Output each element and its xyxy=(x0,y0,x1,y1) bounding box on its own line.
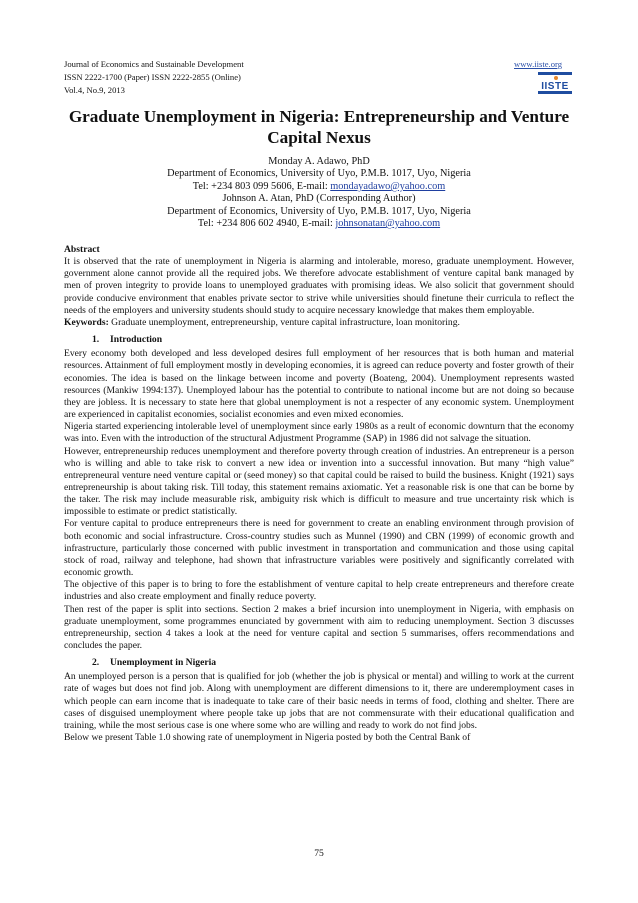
section-1-paragraph: Nigeria started experiencing intolerable level of unemployment since early 1980s as a reult of economic downturn that the economy was into. Even with the introduction of the structural Adjustment Programme (SAP) in 1986 did not salvage the situation. xyxy=(64,421,574,445)
section-1-paragraph: For venture capital to produce entrepreneurs there is need for government to create an enabling environment through provision of both economic and social infrastructure. Cross-country studies such as Munnel (1990) and CBN (1999) of economic growth and infrastructure, particularly those concerned with public investment in transportation and communication and those using capital stock of road, railway and telephone, had shown that infrastructure variables were positively and significantly correlated with economic growth. xyxy=(64,518,574,579)
issn-line: ISSN 2222-1700 (Paper) ISSN 2222-2855 (Online) xyxy=(64,72,241,82)
section-2-paragraph: Below we present Table 1.0 showing rate of unemployment in Nigeria posted by both the Central Bank of xyxy=(64,732,471,744)
running-header xyxy=(64,58,574,97)
section-1-paragraph: Every economy both developed and less developed desires full employment of her resources that is both human and material resources. Attainment of full employment mostly in developing economies, it is agreed can reduce poverty and foster growth of their economies. The idea is based on the linkage between income and poverty (Boateng, 2004). Unemployment represents wasted resources (Mankiw 1994:137). Unemployed labour has the potential to contribute to national income but are not doing so because they are jobless. It is necessary to state here that global unemployment is not a respecter of any economic system. Unemployment are experienced in capitalist economies, socialist economies and even mixed economies. xyxy=(64,348,574,421)
author-2-name: Johnson A. Atan, PhD (Corresponding Author) xyxy=(222,193,416,205)
section-1-paragraph: However, entrepreneurship reduces unemployment and therefore poverty through creation of industries. An entrepreneur is a person who is willing and able to take risk to convert a new idea or invention into a successful innovation. But many “high value” entrepreneural venture need venture capital or (seed money) so that capital could be raised to build the business. Knight (1921) says entrepreneurship is about taking risk. Till today, this statement remains axiomatic. Yet a reasonable risk is one that can be borne by the taker. The risk may include measurable risk, ambiguity risk which is difficult to measure and true uncertainty risk which is impossible to estimate or predict statistically. xyxy=(64,445,574,518)
section-1-paragraph: Then rest of the paper is split into sections. Section 2 makes a brief incursion into unemployment in Nigeria, with emphasis on graduate unemployment, some programmes enunciated by government with aim to reducing unemployment. Section 3 discusses entrepreneurship, section 4 takes a look at the need for venture capital and section 5 summarises, offers recommendations and concludes the paper. xyxy=(64,603,574,651)
author-2-email-link[interactable]: johnsonatan@yahoo.com xyxy=(335,218,441,230)
page-number: 75 xyxy=(314,848,324,859)
author-1-affiliation: Department of Economics, University of Uyo, P.M.B. 1017, Uyo, Nigeria xyxy=(167,168,471,180)
logo-text: IISTE xyxy=(541,81,569,92)
keywords-line xyxy=(64,317,574,329)
section-2-paragraph: An unemployed person is a person that is qualified for job (whether the job is physical or mental) and willing to work at the current rate of wages but does not find job. Along with unemployment are different dimensions to it, there are underemployment cases in which people can earn income that is inadequate to take care of their basic needs in terms of food, clothing and shelter. There are cases of disguised unemployment where people take up jobs that are not commensurate with their educational qualification and training, while the most serious case is one where some who are willing and ready to work do not find jobs. xyxy=(64,671,574,731)
iiste-logo xyxy=(538,72,572,94)
journal-name: Journal of Economics and Sustainable Development xyxy=(64,59,244,69)
author-1-name: Monday A. Adawo, PhD xyxy=(268,156,370,167)
section-1-paragraph: The objective of this paper is to bring to fore the establishment of venture capital to help create entrepreneurs and therefore create industries and also create employment and finally reduce poverty. xyxy=(64,579,574,603)
keywords-list: Graduate unemployment, entrepreneurship, venture capital infrastructure, loan monitoring. xyxy=(108,316,460,328)
section-2-heading: 2. Unemployment in Nigeria xyxy=(92,657,217,669)
author-1-contact: Tel: +234 803 099 5606, E-mail: mondayadawo@yahoo.com xyxy=(192,180,446,192)
section-1-heading: 1. Introduction xyxy=(92,334,163,346)
author-2-contact: Tel: +234 806 602 4940, E-mail: johnsonatan@yahoo.com xyxy=(197,218,441,230)
paper-title: Graduate Unemployment in Nigeria: Entrepreneurship and Venture Capital Nexus xyxy=(68,107,570,147)
abstract-text: It is observed that the rate of unemployment in Nigeria is alarming and intolerable, moreso, graduate unemployment. However, government alone cannot provide all the required jobs. We therefore advocate establishment of venture capital bank managed by men of proven integrity to provide loans to unemployed graduates with promising ideas. We also solicit that government should provide conducive environment that enables private sector to strive while universities should finetune their curricula to reflect the needs of the employers and university students should study to acquire necessary knowledge that makes them employable. xyxy=(64,256,574,316)
author-1-email-link[interactable]: mondayadawo@yahoo.com xyxy=(330,180,446,192)
paper-body xyxy=(64,244,574,744)
keywords-label: Keywords: xyxy=(64,316,109,328)
journal-url-link[interactable]: www.iiste.org xyxy=(514,59,562,69)
author-block xyxy=(64,156,574,230)
author-2-affiliation: Department of Economics, University of Uyo, P.M.B. 1017, Uyo, Nigeria xyxy=(167,205,471,217)
abstract-heading: Abstract xyxy=(64,244,100,255)
volume-line: Vol.4, No.9, 2013 xyxy=(64,85,125,95)
